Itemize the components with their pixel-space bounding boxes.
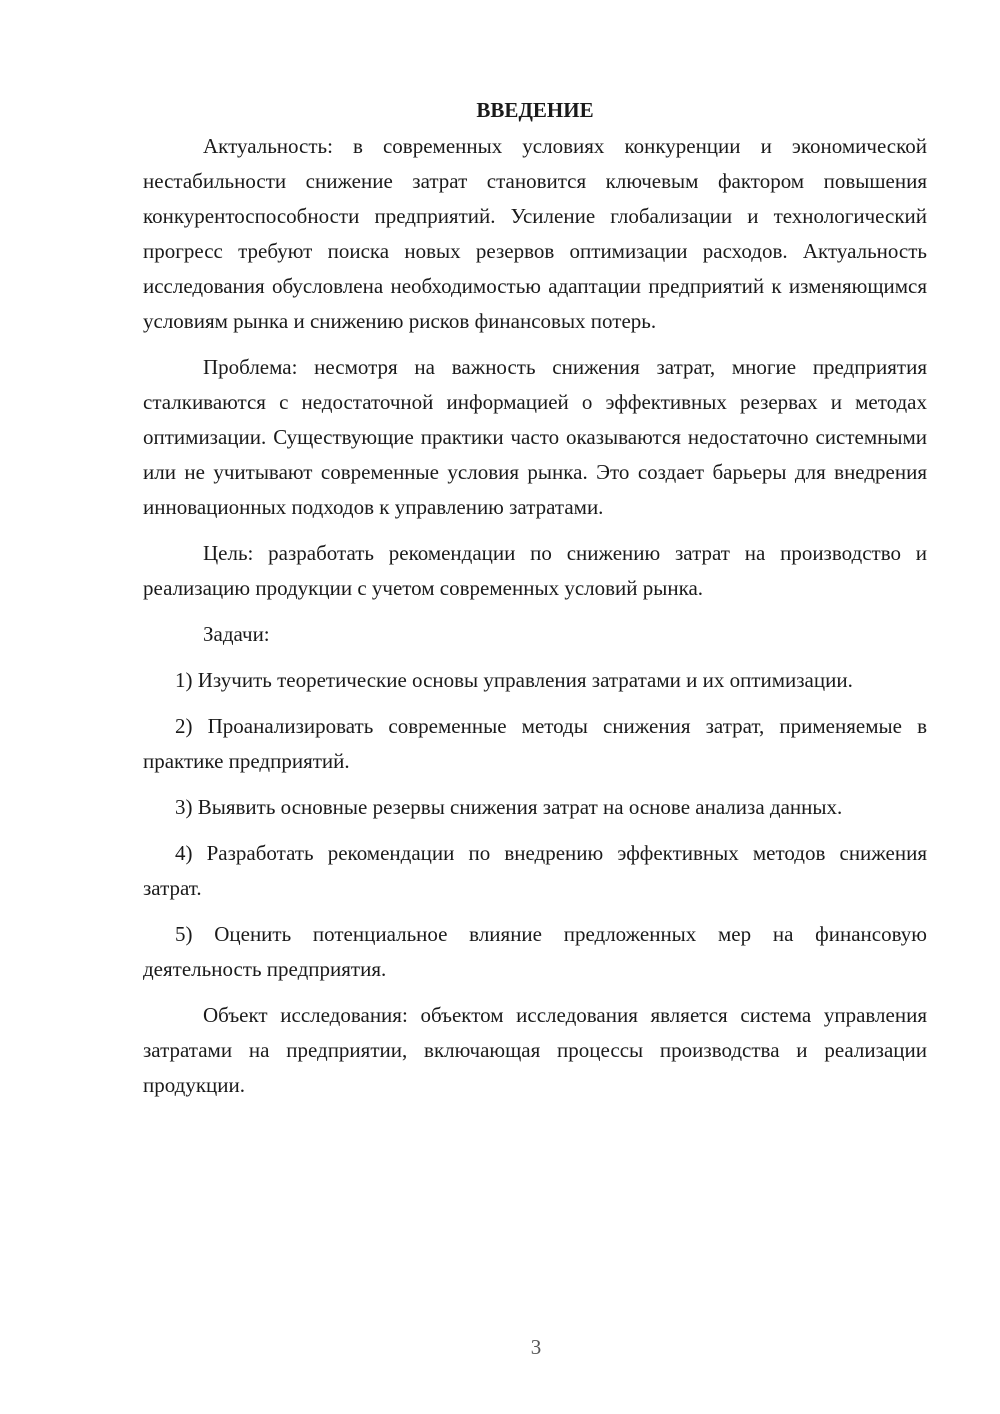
- task-item-3: 3) Выявить основные резервы снижения затрат на основе анализа данных.: [175, 795, 843, 819]
- paragraph-problem: Проблема: несмотря на важность снижения затрат, многие предприятия сталкиваются с недостаточной информацией о эффективных резервах и методах оптимизации. Существующие практики часто оказываются недостаточно системными или не учитывают современные условия рынка. Это создает барьеры для внедрения инновационных подходов к управлению затратами.: [143, 355, 927, 519]
- task-item-5: 5) Оценить потенциальное влияние предложенных мер на финансовую деятельность предприятия.: [143, 922, 927, 981]
- paragraph-object: Объект исследования: объектом исследования является система управления затратами на предприятии, включающая процессы производства и реализации продукции.: [143, 1003, 927, 1097]
- section-title: ВВЕДЕНИЕ: [476, 98, 594, 122]
- paragraph-goal: Цель: разработать рекомендации по снижению затрат на производство и реализацию продукции с учетом современных условий рынка.: [143, 541, 927, 600]
- page-content: [143, 93, 927, 1103]
- task-item-2: 2) Проанализировать современные методы снижения затрат, применяемые в практике предприятий.: [143, 714, 927, 773]
- paragraph-relevance: Актуальность: в современных условиях конкуренции и экономической нестабильности снижение затрат становится ключевым фактором повышения конкурентоспособности предприятий. Усиление глобализации и технологический прогресс требуют поиска новых резервов оптимизации расходов. Актуальность исследования обусловлена необходимостью адаптации предприятий к изменяющимся условиям рынка и снижению рисков финансовых потерь.: [143, 134, 927, 333]
- page-number: 3: [530, 1335, 542, 1359]
- task-item-1: 1) Изучить теоретические основы управления затратами и их оптимизации.: [175, 668, 853, 692]
- tasks-heading: Задачи:: [203, 622, 270, 646]
- task-item-4: 4) Разработать рекомендации по внедрению эффективных методов снижения затрат.: [143, 841, 927, 900]
